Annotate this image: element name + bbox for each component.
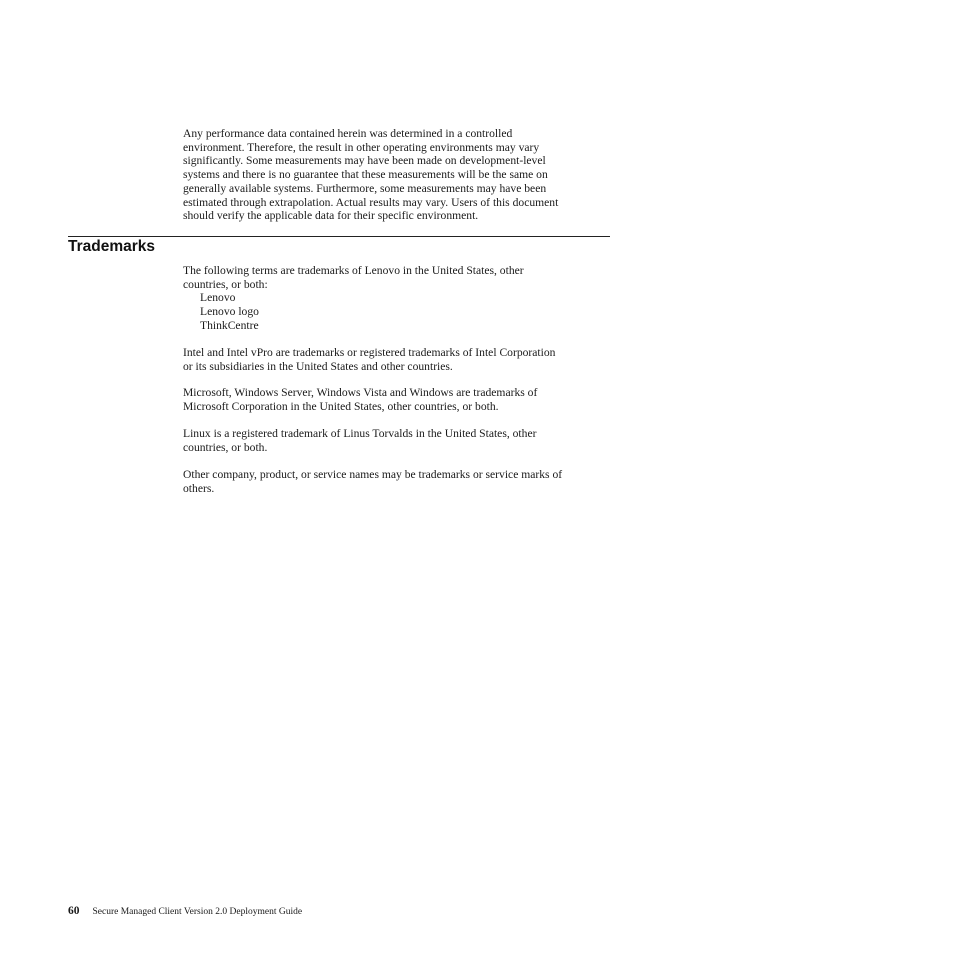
paragraph-line: generally available systems. Furthermore, some measurements may have been bbox=[183, 181, 547, 195]
paragraph-line: significantly. Some measurements may have been made on development-level bbox=[183, 154, 546, 168]
paragraph-line: systems and there is no guarantee that these measurements will be the same on bbox=[183, 168, 548, 182]
paragraph-line: Any performance data contained herein was determined in a controlled bbox=[183, 127, 513, 140]
page-footer bbox=[68, 901, 302, 919]
intel-trademarks-paragraph bbox=[183, 346, 608, 373]
section-divider bbox=[68, 236, 610, 237]
paragraph-line: estimated through extrapolation. Actual results may vary. Users of this document bbox=[183, 195, 559, 209]
microsoft-trademarks-paragraph bbox=[183, 386, 608, 413]
paragraph-line: environment. Therefore, the result in other operating environments may vary bbox=[183, 140, 540, 154]
paragraph-line: Intel and Intel vPro are trademarks or registered trademarks of Intel Corporation bbox=[183, 346, 556, 359]
performance-disclaimer-paragraph bbox=[183, 127, 608, 223]
lenovo-trademarks-paragraph bbox=[183, 264, 608, 333]
trademark-list-item: ThinkCentre bbox=[200, 318, 259, 332]
page-number: 60 bbox=[68, 905, 80, 917]
paragraph-line: The following terms are trademarks of Lenovo in the United States, other bbox=[183, 264, 524, 277]
paragraph-line: countries, or both: bbox=[183, 277, 268, 291]
paragraph-line: should verify the applicable data for their specific environment. bbox=[183, 209, 479, 223]
other-trademarks-paragraph bbox=[183, 468, 608, 495]
paragraph-line: others. bbox=[183, 481, 215, 495]
linux-trademarks-paragraph bbox=[183, 427, 608, 454]
paragraph-line: or its subsidiaries in the United States and other countries. bbox=[183, 359, 453, 373]
trademark-list-item: Lenovo logo bbox=[200, 305, 259, 319]
paragraph-line: Other company, product, or service names may be trademarks or service marks of bbox=[183, 468, 563, 481]
trademark-list-item: Lenovo bbox=[200, 291, 236, 305]
paragraph-line: Microsoft Corporation in the United States, other countries, or both. bbox=[183, 399, 499, 413]
trademarks-heading: Trademarks bbox=[68, 238, 156, 255]
paragraph-line: Microsoft, Windows Server, Windows Vista and Windows are trademarks of bbox=[183, 386, 538, 399]
paragraph-line: Linux is a registered trademark of Linus Torvalds in the United States, other bbox=[183, 427, 537, 440]
paragraph-line: countries, or both. bbox=[183, 440, 268, 454]
book-title: Secure Managed Client Version 2.0 Deployment Guide bbox=[92, 907, 303, 917]
